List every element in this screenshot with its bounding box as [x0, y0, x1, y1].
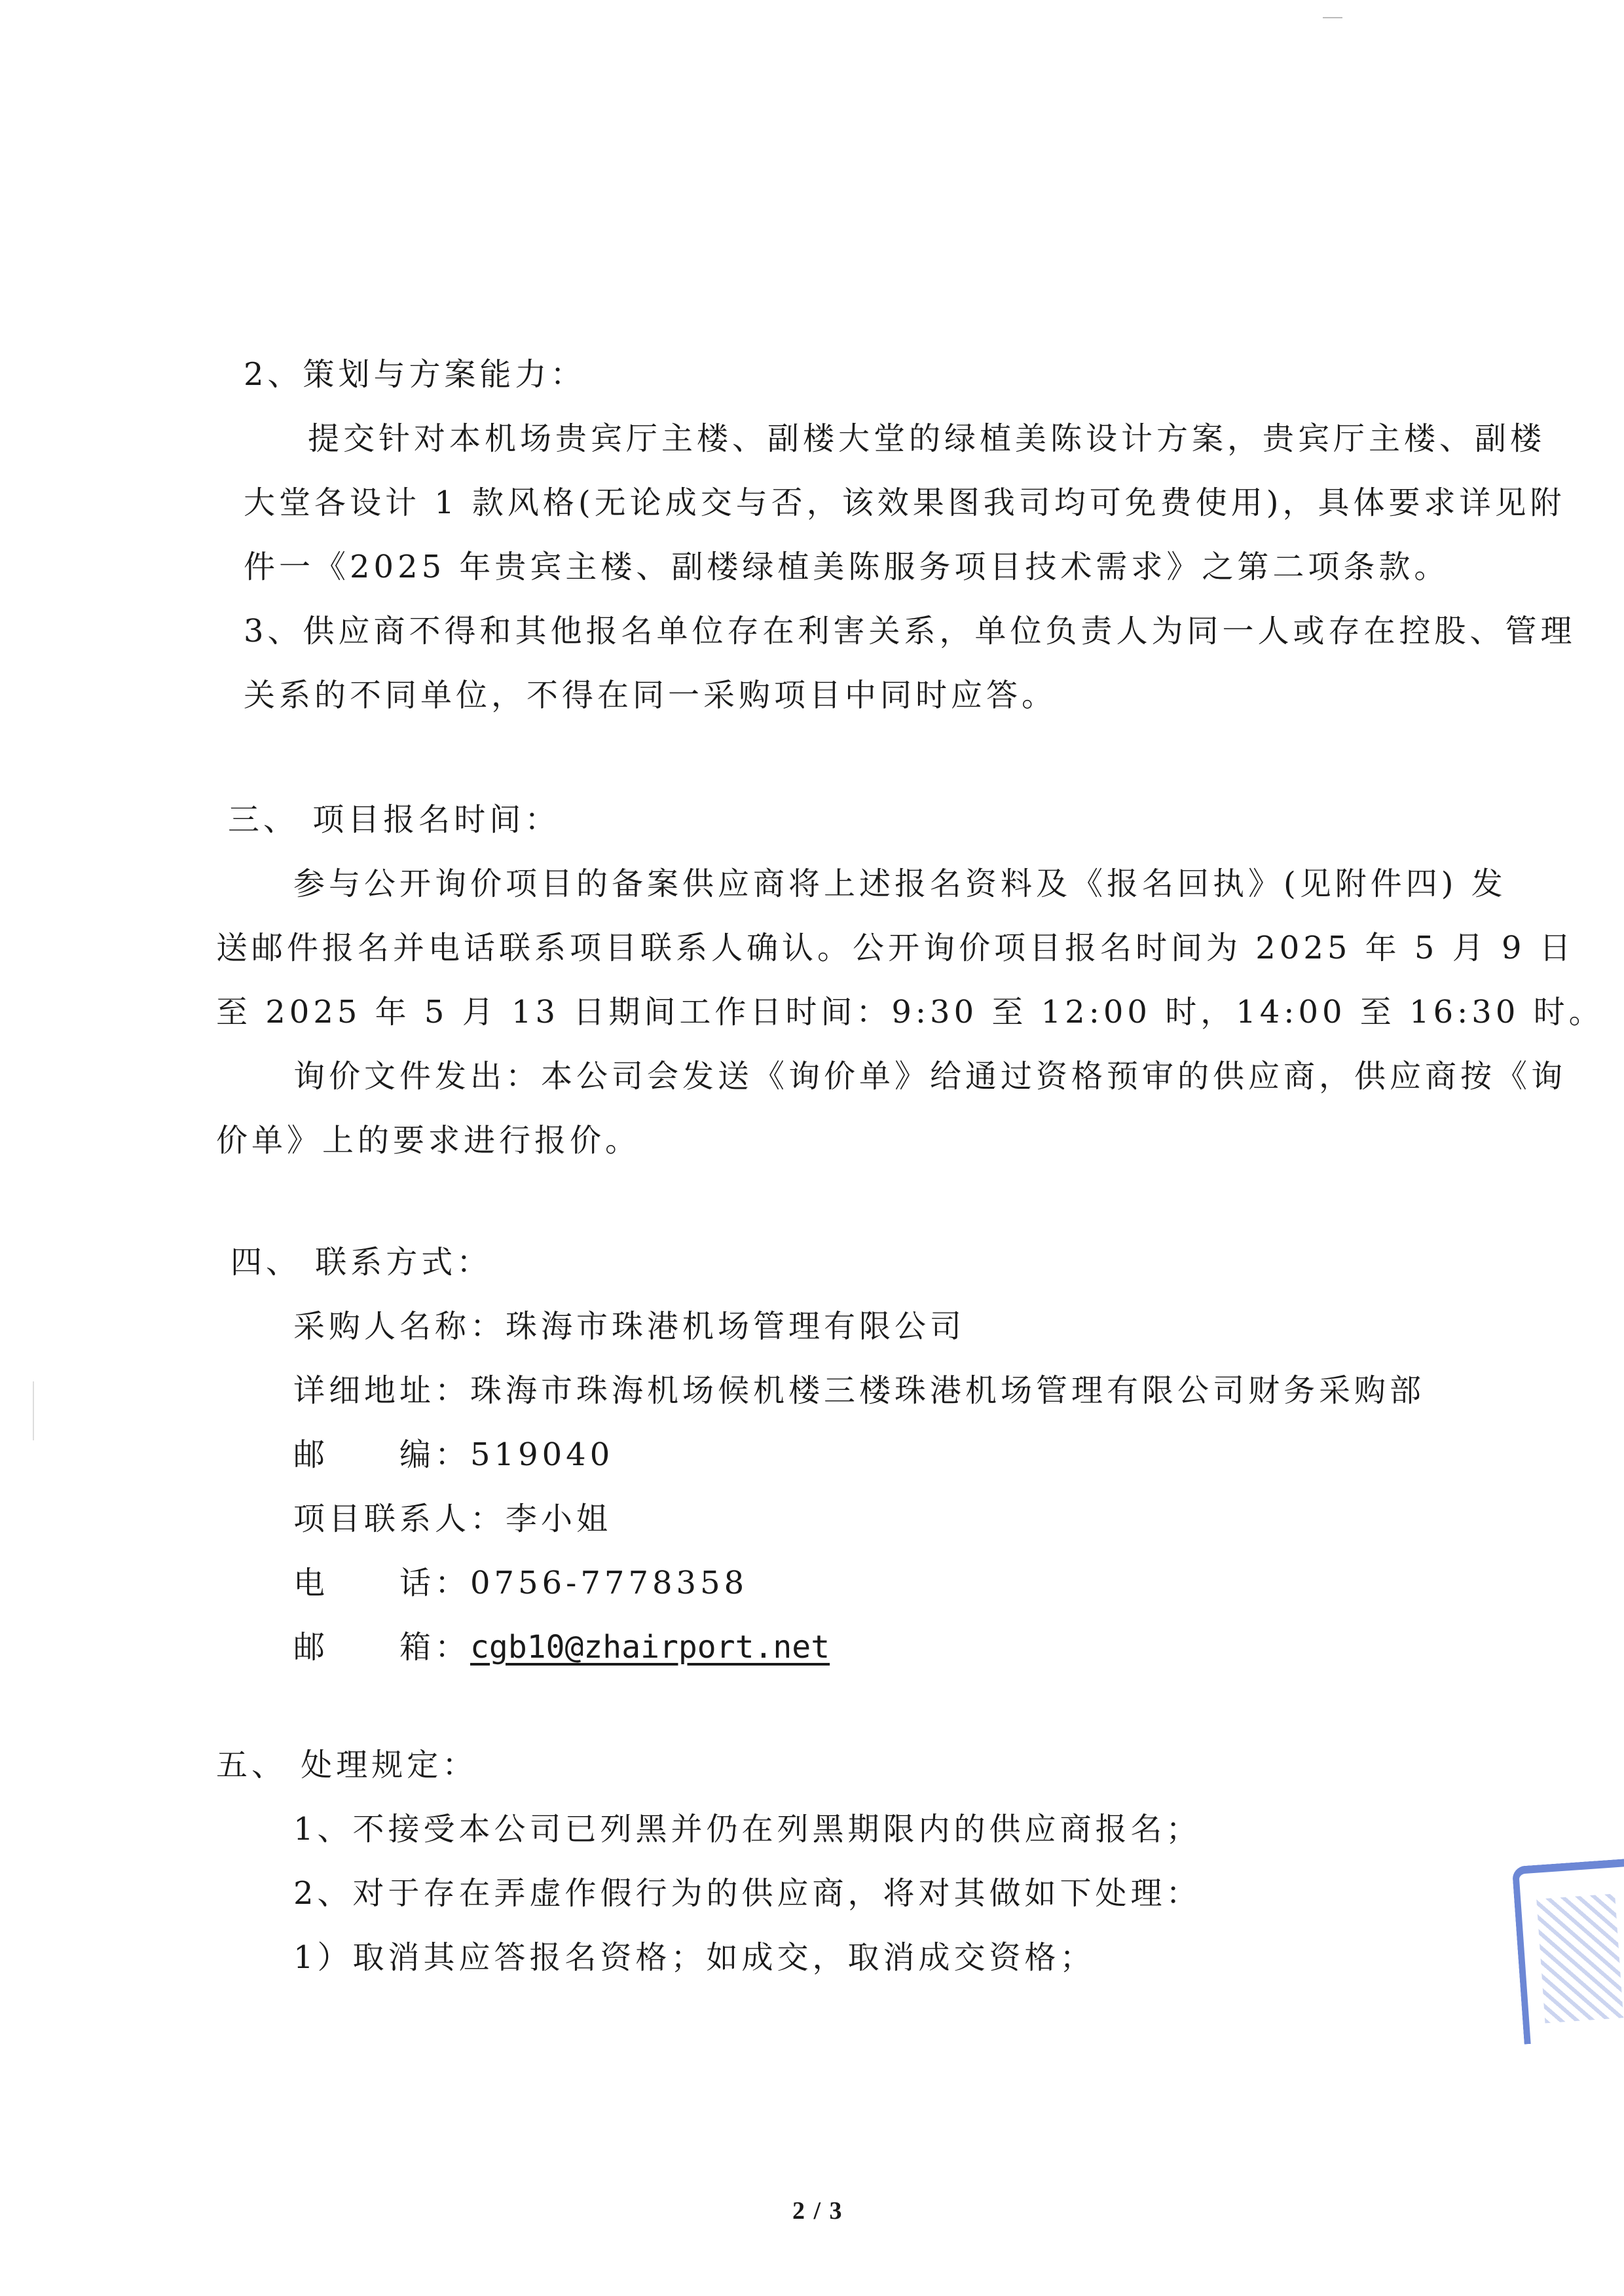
email-link[interactable]: cgb10@zhairport.net [470, 1629, 830, 1666]
contact-email [293, 1628, 830, 1667]
contact-address: 详细地址：珠海市珠海机场候机楼三楼珠港机场管理有限公司财务采购部 [293, 1372, 1426, 1409]
page-number: 2 / 3 [792, 2197, 843, 2225]
rule-item: 2、对于存在弄虚作假行为的供应商，将对其做如下处理： [293, 1875, 1202, 1912]
rule-item: 1、不接受本公司已列黑并仍在列黑期限内的供应商报名； [293, 1811, 1202, 1848]
scan-speck [1323, 17, 1342, 18]
heading-contact: 四、 联系方式： [231, 1244, 492, 1281]
heading-registration-time: 三、 项目报名时间： [228, 801, 561, 838]
contact-postcode: 邮 编：519040 [293, 1436, 614, 1473]
contact-phone: 电 话：0756-7778358 [293, 1565, 748, 1601]
contact-person: 项目联系人：李小姐 [293, 1501, 612, 1537]
paragraph-line: 送邮件报名并电话联系项目联系人确认。公开询价项目报名时间为 2025 年 5 月 9 日 [216, 930, 1575, 966]
stamp-texture [1536, 1893, 1623, 2023]
paragraph-line: 大堂各设计 1 款风格(无论成交与否，该效果图我司均可免费使用)，具体要求详见附 [244, 484, 1566, 521]
paragraph-line: 参与公开询价项目的备案供应商将上述报名资料及《报名回执》(见附件四) 发 [293, 866, 1507, 902]
contact-email-label: 邮 箱： [293, 1629, 471, 1666]
heading-handling-rules: 五、 处理规定： [216, 1747, 478, 1783]
paragraph-line: 关系的不同单位，不得在同一采购项目中同时应答。 [244, 677, 1058, 714]
paragraph-line: 价单》上的要求进行报价。 [216, 1122, 641, 1159]
paragraph-line: 件一《2025 年贵宾主楼、副楼绿植美陈服务项目技术需求》之第二项条款。 [244, 549, 1450, 585]
partial-stamp-icon [1512, 1859, 1624, 2044]
paragraph-line: 至 2025 年 5 月 13 日期间工作日时间：9:30 至 12:00 时，14:00 至 16:30 时。 [216, 994, 1604, 1030]
section-2-heading: 2、策划与方案能力： [244, 356, 586, 393]
paragraph-line: 提交针对本机场贵宾厅主楼、副楼大堂的绿植美陈设计方案，贵宾厅主楼、副楼 [308, 420, 1546, 457]
contact-purchaser: 采购人名称：珠海市珠港机场管理有限公司 [293, 1308, 966, 1345]
section-3-item: 3、供应商不得和其他报名单位存在利害关系，单位负责人为同一人或存在控股、管理 [244, 613, 1576, 649]
paragraph-line: 询价文件发出：本公司会发送《询价单》给通过资格预审的供应商，供应商按《询 [293, 1058, 1567, 1095]
rule-item: 1）取消其应答报名资格；如成交，取消成交资格； [293, 1939, 1096, 1976]
scan-speck [33, 1381, 34, 1440]
